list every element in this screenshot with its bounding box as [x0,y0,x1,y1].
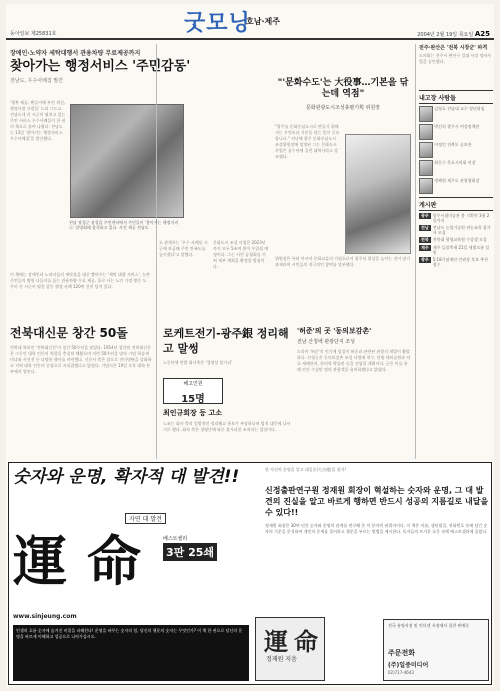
rail-substory [163,408,291,465]
ad-big-title: 運命 [13,529,161,593]
people-item: 정해원 제주도 관광협회장 [419,178,493,194]
heojun-headline[interactable]: '허준'의 곳 '동의보감촌' [297,327,372,335]
portrait-photo [419,124,433,140]
heojun-subhead: 전남 산청에 관광단지 조성 [297,339,355,345]
book-cover-glyph-2: 命 [294,627,318,656]
feature-body-2: 문화도시 조성 사업은 2023년까지 모두 5조여 원이 투입될 예정이다. 그는 시민 공청회를 거쳐 세부 계획을 확정할 방침이다. [213,240,269,269]
rail-sub-body: 노조는 회사 측의 일방적인 정리해고 통보가 부당하다며 법적 대응에 나서기로 했다. 회사 측은 경영난에 따른 불가피한 조치라는 입장이다. [163,421,291,432]
heojun-story [297,326,411,445]
portrait-photo [419,106,433,122]
portrait-photo [419,142,433,158]
feature-header [275,78,411,111]
notice-item: 전남 전남도 농업기술원 귀농교육 참가자 모집 [421,225,491,235]
ad-promo-text: 신정출판연구원 정재원 회장이 혁설하는 숫자와 운명, 그 대 발견의 진실을 알고 바르게 행하면 반드시 성공의 지름길로 내달을 수 있다!! [265,486,489,517]
people-item: 이정민 전북도 공보관 [419,142,493,158]
story-a-body-3: 도 관계자는 '우수 사례를 시군에 보급해 주민 만족도를 높이겠다'고 말했다. [159,240,208,257]
feature-headline[interactable]: "'문화수도'는 大役事…기본을 닦는데 역점" [277,78,409,99]
interviewee-photo [345,134,411,254]
ad-badge [163,535,219,565]
notice-item: 제주 제주 들불축제 21일 새별오름 일원 [421,245,490,255]
people-item: 김영호 전남대 교수 정년퇴임 [419,106,493,122]
people-item: 최동수 목포시의회 의장 [419,160,493,176]
ad-body-text: 정재원 회장은 30여 년간 숫자와 운명의 관계를 연구해 온 이 분야의 권위자이다. 이 책은 이름, 생년월일, 전화번호 등에 담긴 숫자의 기운을 분석하여 개인의 운세를 풀이하고 행운을 부르는 방법을 제시한다. 독자들의 뜨거운 호응 속에 베스트셀러에 올랐다. [265,523,488,534]
order-call-label: 주문전화 [388,649,416,657]
order-phone[interactable]: 02)717-4643 [388,670,414,675]
jeonbuk-body: 전북대 학보인 '전북대신문'이 창간 50주년을 맞았다. 1954년 창간된 전북대신문은 그동안 대학 언론의 역할을 충실히 해왔으며 이번 50주년을 맞아 기념 학술세미나와 사진전 등 다양한 행사를 마련했다. 신문사 측은 앞으로 인터넷판을 강화하고 지역 대학 언론의 중심으로 자리잡겠다고 밝혔다. 기념식은 19일 오후 대학 본부에서 열린다. [10,345,152,374]
book-cover-glyph-1: 運 [264,627,288,656]
rail-sub-title[interactable]: 최인규회장 등 고소 [163,409,222,417]
story-a-headline[interactable]: 찾아가는 행정서비스 '주민감동' [10,59,191,74]
heojun-body: 드라마 '허준'의 인기에 힘입어 허준과 관련된 관광지 개발이 활발하다. 산청군은 동의보감촌 조성 사업에 착수, 한방 테마공원과 약초 재배단지, 한의학 박물관 등을 건립할 계획이다. 군은 이를 통해 연간 수십만 명의 관광객을 유치하겠다고 밝혔다. [297,349,411,372]
order-box [383,619,489,681]
notice-item: 광주 광주시립미술관 봄 기획전 3월 2일까지 [421,213,490,223]
ad-badge-main: 3판 25쇄 [163,543,217,561]
notice-item: 전북 전북대 평생교육원 수강생 모집 [421,237,487,242]
crowd-photo-caption: 전남 장성군 장성읍 주민센터에서 주민들이 '찾아가는 행정서비스' 설명회에 참석하고 있다. 사진 제공 전남도 [69,220,179,230]
order-text: 전국 유명서점 및 인터넷 서점에서 절찬 판매중 [388,623,470,628]
story-a-kicker: 장애인·노약자 세탁대행서 관용차량 무료제공까지 [10,50,141,57]
people-box [419,90,493,194]
region-label: 호남·제주 [246,17,280,26]
notice-title: 게시판 [419,200,493,211]
stamp-label: 해고인원 [183,381,203,387]
notice-item: 광주 5·18기념재단 인권상 후보 추천 접수 [421,257,488,267]
feature-body-3: 위원장은 특히 아시아 문화교류의 거점으로서 광주의 위상을 높이는 것이 장기 과제라며 시민들의 적극적인 참여를 당부했다. [275,256,411,267]
rail-subhead: 노동단체 반발 회사측은 '경영상 불가피' [163,360,233,365]
book-cover [255,617,325,681]
page-number: A25 [474,30,490,38]
side-top-head[interactable]: 전주·완산은 '전북 시장군' 파격 [419,45,488,51]
story-a-body-2: 이 책에는 장애인과 노약자들의 세탁물을 대신 빨아주는 '세탁 대행 서비스', 농촌 주민들의 병원 나들이를 돕는 관용차량 무료 제공, 홀로 사는 노인 가정 방문 도우미 등 시군이 펼친 감동 행정 사례 120여 건이 담겨 있다. [10,272,150,289]
paper-issue: 동아일보 제25831호 [10,31,57,37]
story-a-byline: 전남도, 우수사례집 발간 [10,78,64,84]
ad-top-strip: 한 자신의 운명을 알고 대길운(大吉運)을 찾자! [265,467,347,472]
jeonbuk-headline[interactable]: 전북대신문 창간 50돌 [10,326,128,340]
ad-footer-strip: 인생의 흐름 숫자에 숨겨진 비밀을 파헤친다! 운명을 바꾸는 숫자의 힘, 당신의 행운의 숫자는 무엇인가? 이 책 한 권으로 당신의 운명을 바르게 이해하고 성공으로 나아가십시오. [13,625,249,681]
people-item: 박선희 광주시 여성정책관 [419,124,493,140]
rail-headline[interactable]: 로케트전기-광주銀 정리해고 말썽 [163,327,289,355]
book-advertisement[interactable] [8,462,492,685]
portrait-photo [419,178,433,194]
ad-label: 자연 대 발견 [125,513,166,524]
ad-url[interactable]: www.sinjeung.com [13,613,77,620]
date-page [417,30,490,38]
page-header [6,4,494,40]
feature-body-1: "광주를 문화중심도시로 만들기 위해서는 무엇보다 기본을 닦는 일이 중요합니다." 지난해 광주 문화중심도시 조성위원장에 임명된 그는 문화도시 사업은 십수년에 걸친 대역사라고 강조했다. [275,124,340,159]
ad-slogan: 숫자와 운명, 확자적 대 발견!! [13,467,240,487]
jeonbuk-story [10,326,152,455]
side-column [415,44,493,459]
notice-box [419,197,493,267]
side-top-body: 도의회는 전주시 완산구 일대 시장 정비사업을 승인했다. [419,53,492,64]
book-author: 정재원 지음 [266,656,297,663]
stamp-value: 15명 [181,394,205,405]
portrait-photo [419,160,433,176]
issue-date: 2004년 2월 19일 목요일 [417,32,474,38]
ad-badge-top: 베스트셀러 [163,536,188,542]
feature-subhead: 문화관광도시조성총괄기획 위원장 [305,105,381,111]
order-company: (주)일중미디어 [388,662,429,669]
layoff-stamp [163,378,223,404]
story-a-body-1: '행복 제공, 팬들이에 부진 개선, 행정사람 사람들' 드리 그드고. 전남도내 각 시군이 펼치고 있는 주민 서비스 우수사례들이 한 권의 책으로 묶여 나왔다. 전남도는 13일 '찾아가는 행정서비스 우수사례집'을 발간했다. [10,100,66,141]
ad-title-block [13,513,249,613]
newspaper-page [6,4,494,687]
section-brand: 굿모닝 [184,10,251,36]
people-title: 내고장 사람들 [419,93,493,104]
